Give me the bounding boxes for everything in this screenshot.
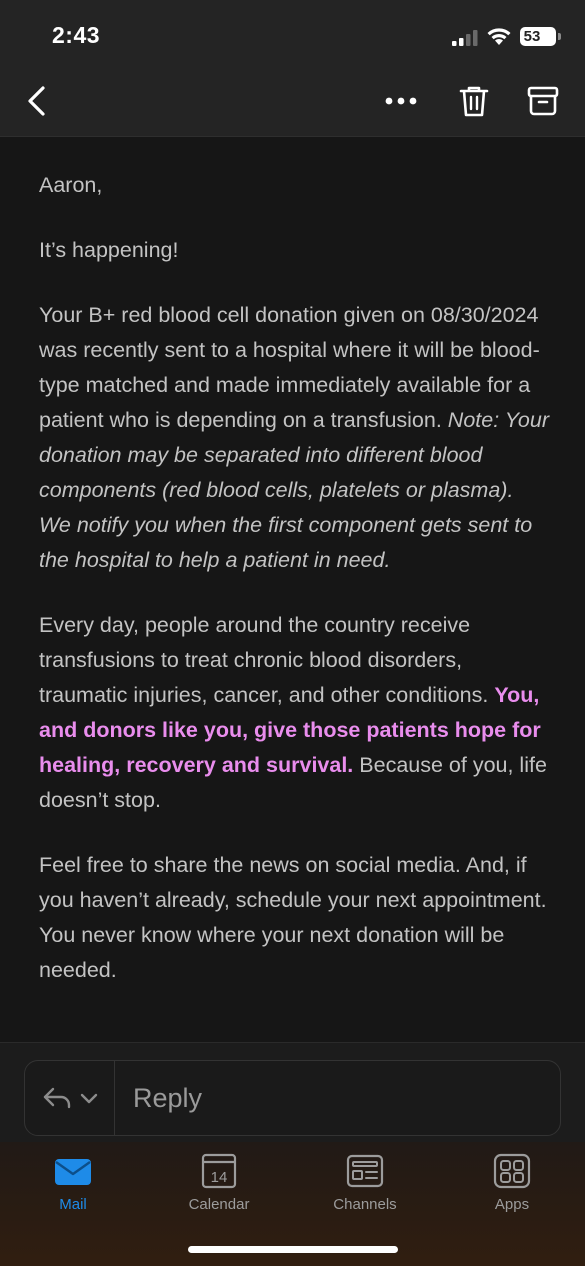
- wifi-icon: [486, 26, 512, 46]
- tab-apps[interactable]: [457, 1152, 567, 1222]
- message-toolbar: [0, 70, 585, 137]
- chevron-left-icon[interactable]: [20, 84, 54, 118]
- mail-icon: [53, 1152, 93, 1190]
- tab-calendar-label: Calendar: [188, 1196, 250, 1213]
- reply-bar: [0, 1042, 585, 1142]
- reply-options-button[interactable]: [25, 1061, 115, 1135]
- calendar-day: 14: [210, 1169, 228, 1186]
- email-body[interactable]: [0, 138, 585, 1042]
- home-indicator[interactable]: [188, 1246, 398, 1253]
- reply-arrow-icon: [41, 1085, 73, 1111]
- impact-highlight: You, and donors like you, give those patients hope for healing, recovery and survival.: [39, 683, 541, 777]
- donation-text: Your B+ red blood cell donation given on 08/30/2024 was recently sent to a hospital where it will be blood-type matched and made immediately available for a patient who is depending on a transfusion.: [39, 303, 540, 432]
- calendar-icon: [199, 1152, 239, 1190]
- cellular-signal-icon: [452, 30, 480, 46]
- tab-mail[interactable]: [18, 1152, 128, 1222]
- battery-level: 53: [523, 28, 541, 45]
- email-opening: It’s happening!: [39, 238, 179, 262]
- reply-input[interactable]: Reply: [133, 1083, 203, 1113]
- battery-cap: [558, 33, 561, 40]
- status-time: 2:43: [52, 22, 101, 48]
- tab-apps-label: Apps: [494, 1196, 530, 1213]
- email-greeting: Aaron,: [39, 173, 103, 197]
- tab-channels-label: Channels: [333, 1196, 397, 1213]
- donation-note: Note: Your donation may be separated into different blood components (red blood cells, platelets or plasma). We notify you when the first component gets sent to the hospital to help a patient in need.: [39, 408, 549, 572]
- email-paragraph-impact: [39, 608, 551, 818]
- apps-icon: [492, 1152, 532, 1190]
- status-bar: [0, 0, 585, 70]
- tab-mail-label: Mail: [59, 1196, 87, 1213]
- reply-box[interactable]: [24, 1060, 561, 1136]
- trash-icon[interactable]: [457, 84, 491, 118]
- email-paragraph-share: Feel free to share the news on social media. And, if you haven’t already, schedule your next appointment. You never know where your next donation will be needed.: [39, 853, 547, 982]
- tab-channels[interactable]: [310, 1152, 420, 1222]
- impact-text: Every day, people around the country receive transfusions to treat chronic blood disorders, traumatic injuries, cancer, and other conditions.: [39, 613, 489, 707]
- channels-icon: [345, 1152, 385, 1190]
- tab-calendar[interactable]: [164, 1152, 274, 1222]
- chevron-down-icon: [79, 1091, 99, 1105]
- email-paragraph-donation: [39, 298, 551, 578]
- archive-icon[interactable]: [526, 84, 560, 118]
- battery-icon: [520, 27, 556, 46]
- impact-closing: Because of you, life doesn’t stop.: [39, 753, 547, 812]
- ellipsis-icon[interactable]: [384, 84, 418, 118]
